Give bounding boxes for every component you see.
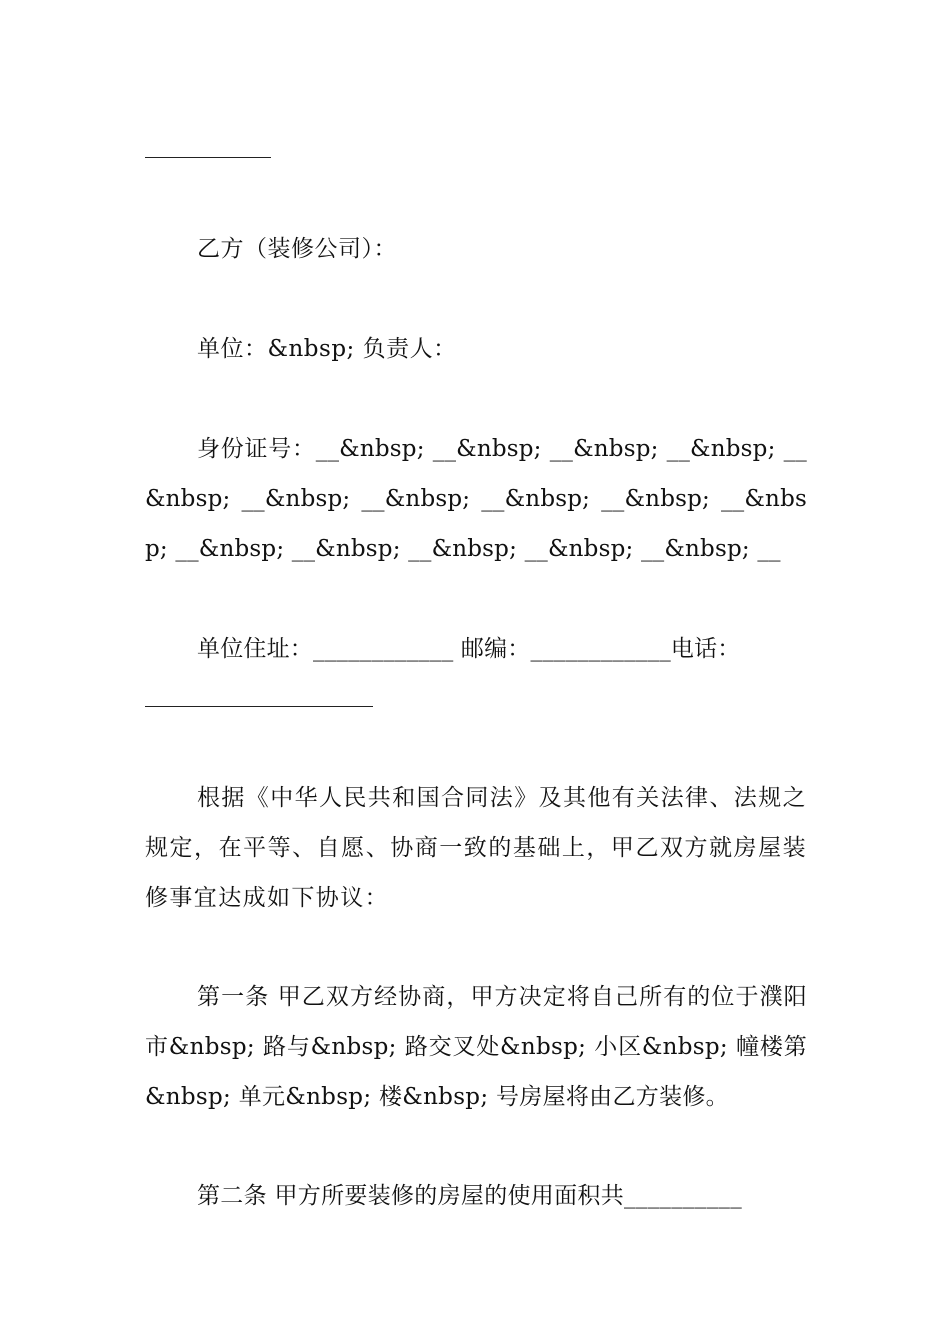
article-1-paragraph: 第一条 甲乙双方经协商，甲方决定将自己所有的位于濮阳市&nbsp; 路与&nbsp; 路交叉处&nbsp; 小区&nbsp; 幢楼第&nbsp; 单元&nbsp; 楼&nbsp; 号房屋将由乙方装修。 [145, 984, 807, 1110]
article-2-paragraph: 第二条 甲方所要装修的房屋的使用面积共__________ [197, 1183, 743, 1209]
top-underline [145, 157, 271, 158]
preamble-paragraph: 根据《中华人民共和国合同法》及其他有关法律、法规之规定，在平等、自愿、协商一致的基础上，甲乙双方就房屋装修事宜达成如下协议： [145, 785, 807, 911]
id-number-line: 身份证号：__&nbsp; __&nbsp; __&nbsp; __&nbsp; __&nbsp; __&nbsp; __&nbsp; __&nbsp; __&nbsp; __&nbsp; __&nbsp; __&nbsp; __&nbsp; __&nbsp; __&nbsp; __ [145, 436, 807, 562]
unit-line: 单位：&nbsp; 负责人： [197, 336, 457, 362]
address-line: 单位住址：____________ 邮编：____________电话： [197, 636, 741, 662]
party-b-title: 乙方（装修公司）： [197, 236, 397, 262]
address-underline [145, 706, 373, 707]
